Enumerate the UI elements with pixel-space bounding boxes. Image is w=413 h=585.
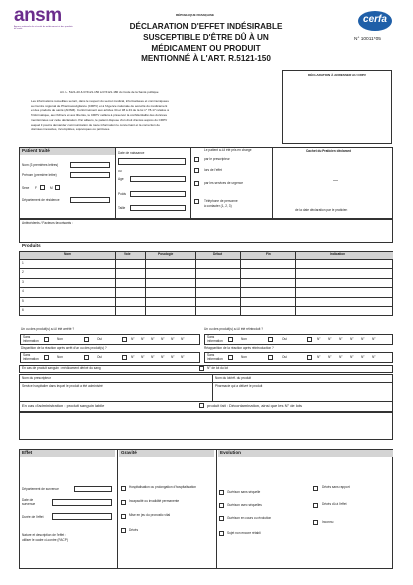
patient-prenom-label: Prénom (première lettre) <box>22 173 57 177</box>
intro-line: l'informatique, aux fichiers et aux libertés, le CRPV veillera à préserver la confidentialité des données <box>31 113 168 118</box>
arret-non-label: Non <box>57 337 63 341</box>
intro-line: et des produits de santé (ANSM). Conformément aux articles 34 et 38 à 43 de la loi n° 78-17 relative à <box>31 108 169 113</box>
produits-row-divider <box>19 306 393 307</box>
form-title-line: DÉCLARATION D'EFFET INDÉSIRABLE <box>129 22 283 31</box>
patient-sexe-label: Sexe <box>22 186 30 190</box>
reapparition-question: Réapparition de la réaction après réintroduction ? <box>204 346 274 350</box>
gravite-title: Gravité <box>121 450 137 455</box>
reappar-oui-label: Oui <box>282 355 287 359</box>
evolution-en-cours-checkbox[interactable] <box>219 516 224 521</box>
evolution-header-bar <box>218 450 393 457</box>
cachet-divider <box>272 147 273 219</box>
dispar-non-label: Non <box>57 355 63 359</box>
reappar-num: N° <box>350 355 354 359</box>
produits-col-fin: Fin <box>266 252 271 256</box>
reintro-num: N° <box>350 337 354 341</box>
crpv-address-title: DÉCLARATION À ADRESSER AU CRPV <box>308 73 366 77</box>
dispar-num: N° <box>171 355 175 359</box>
poids-field[interactable] <box>130 191 186 197</box>
effet-date-label: Date de survenue <box>22 498 36 506</box>
ansm-logo-subtitle: Agence nationale de sécurité du médicament et des produits de santé <box>14 26 73 31</box>
dispar-non-checkbox[interactable] <box>84 355 89 360</box>
patient-departement-label: Département de résidence <box>22 198 60 202</box>
ou-label: ou <box>118 169 122 173</box>
reintro-sans-info: Sans information <box>207 335 223 343</box>
produits-row-number: 4 <box>22 289 24 293</box>
reappar-num: N° <box>317 355 321 359</box>
declarant-checkbox-4[interactable] <box>194 199 199 204</box>
arret-num: N° <box>151 337 155 341</box>
evolution-non-retabli-checkbox[interactable] <box>219 531 224 536</box>
produits-title: Produits <box>22 243 41 248</box>
dispar-oui-label: Oui <box>97 355 102 359</box>
intro-line: données inexactes, incomplètes, équivoques ou périmées. <box>31 127 111 132</box>
dispar-num: N° <box>131 355 135 359</box>
dispar-sans-info-checkbox[interactable] <box>44 355 49 360</box>
reintro-non-label: Non <box>241 337 247 341</box>
cachet-subtitle: de la date déclaration par le praticien <box>295 208 348 212</box>
sexe-f-checkbox[interactable] <box>40 185 45 190</box>
produits-row-number: 6 <box>22 308 24 312</box>
taille-field[interactable] <box>130 205 186 211</box>
produits-col-posologie: Posologie <box>158 252 174 256</box>
service-row-divider <box>19 382 393 383</box>
produit-sanguin-lot-label: N° de lot du lot <box>207 366 228 370</box>
intro-line: Les informations recueillies seront, dans le respect du secret médical, informatisées et communiquées <box>31 99 169 103</box>
form-title-line: MÉDICAMENT OU PRODUIT <box>151 43 261 53</box>
arret-sans-info: Sans information <box>23 335 39 343</box>
declarant-checkbox-2[interactable] <box>194 168 199 173</box>
declarant-option: Téléphone de personne <box>204 199 238 203</box>
produit-sanguin-checkbox[interactable] <box>199 366 204 371</box>
reappar-num: N° <box>339 355 343 359</box>
declarant-checkbox-1[interactable] <box>194 157 199 162</box>
produits-row-divider <box>19 259 393 260</box>
reintro-num: N° <box>317 337 321 341</box>
evolution-sequelles-checkbox[interactable] <box>219 503 224 508</box>
poids-label: Poids <box>118 192 126 196</box>
effet-departement-label: Département de survenue <box>22 487 59 491</box>
effet-title: Effet <box>22 450 33 455</box>
reappar-num: N° <box>361 355 365 359</box>
patient-title: Patient traité <box>22 148 50 153</box>
arret-question: Un ou des produit(s) a-t-il été arrêté ? <box>21 327 75 331</box>
disparition-question: Disparition de la réaction après arrêt d'un ou des produit(s) ? <box>21 346 107 350</box>
reintro-num: N° <box>339 337 343 341</box>
declarant-option: par les services de urgence <box>204 181 243 185</box>
declarant-q1: Le patient a-t-il été pris en charge <box>204 148 252 152</box>
gravite-option: Décès <box>129 528 139 532</box>
declarant-option: par le prescripteur <box>204 157 230 161</box>
reappar-non-checkbox[interactable] <box>268 355 273 360</box>
patient-nom-field[interactable] <box>70 162 110 168</box>
form-title-line: SUSCEPTIBLE D'ÊTRE DÛ À UN <box>143 32 269 42</box>
effet-texte-right: produit fait : Décontamination, ainsi que les N° de lots <box>207 403 302 408</box>
gravite-incapacite-checkbox[interactable] <box>121 500 126 505</box>
gravite-option: Hospitalisation ou prolongation d'hospitalisation <box>129 485 197 489</box>
reintroduction-question: Un ou des produit(s) a-t-il été réintroduit ? <box>204 327 263 331</box>
produits-col-nom: Nom <box>64 252 72 256</box>
reappar-non-label: Non <box>241 355 247 359</box>
reintro-num: N° <box>361 337 365 341</box>
gravite-option: Mise en jeu du pronostic vital <box>129 513 171 517</box>
gravite-pronostic-checkbox[interactable] <box>121 514 126 519</box>
patient-prenom-field[interactable] <box>70 172 110 178</box>
evolution-option: Guérison en cours ou évolution <box>227 516 272 520</box>
reintro-oui-checkbox[interactable] <box>307 337 312 342</box>
arret-num: N° <box>181 337 185 341</box>
arret-num: N° <box>161 337 165 341</box>
date-naissance-label: Date de naissance <box>118 151 145 155</box>
arret-num: N° <box>131 337 135 341</box>
gravite-divider <box>216 449 217 569</box>
reappar-num: N° <box>328 355 332 359</box>
effet-texte-area[interactable] <box>19 412 393 440</box>
cachet-dash: — <box>333 178 338 184</box>
reappar-sans-info: Sans information <box>207 353 223 361</box>
intro-line: au Centre régional de Pharmacovigilance (CRPV) et à l'Agence nationale de sécurité du médicament <box>31 103 168 108</box>
effet-texte-left: En cas d'administration : produit sanguin labile <box>22 403 105 408</box>
antecedents-section[interactable] <box>19 219 393 243</box>
effet-nature-sub: utiliser le cadre ci-contre (FACP) <box>22 538 68 542</box>
reintro-num: N° <box>328 337 332 341</box>
produits-row-number: 2 <box>22 270 24 274</box>
date-naissance-field[interactable] <box>118 158 186 165</box>
effet-departement-field[interactable] <box>74 486 112 492</box>
ansm-logo <box>14 6 74 31</box>
cerfa-number: N° 10011*05 <box>354 37 381 42</box>
patient-sexe-m-label: M <box>50 186 53 190</box>
evolution-option: Guérison avec séquelles <box>227 503 262 507</box>
republique-label: RÉPUBLIQUE FRANÇAISE <box>176 13 215 17</box>
effet-duree-field[interactable] <box>52 513 112 520</box>
form-title-line: MENTIONNÉ À L'ART. R.5121-150 <box>141 54 271 64</box>
evolution-option: Décès dû à l'effet <box>322 502 347 506</box>
produits-row-number: 3 <box>22 280 24 284</box>
effet-divider <box>117 449 118 569</box>
dispar-num: N° <box>141 355 145 359</box>
cerfa-logo-text: cerfa <box>363 14 387 25</box>
crpv-address-box[interactable] <box>282 70 392 144</box>
pharmacie-label: Pharmacie qui a délivré le produit <box>215 384 263 388</box>
prescripteur-nom-label: Nom du prescripteur <box>22 376 51 380</box>
produit-sanguin-label: En cas de produit sanguin : médicament dérivé du sang <box>22 366 101 370</box>
produits-col-debut: Début <box>213 252 223 256</box>
evolution-deces-effet-checkbox[interactable] <box>313 503 318 508</box>
produits-row-divider <box>19 287 393 288</box>
article-reference: Art. L. 5121-20 & R.5121-150 à R.5121-180 du Code de la Santé publique <box>60 90 159 94</box>
effet-header-bar <box>20 450 115 457</box>
evolution-title: Evolution <box>220 450 241 455</box>
arret-num: N° <box>171 337 175 341</box>
reintro-oui-label: Oui <box>282 337 287 341</box>
antecedents-label: Antécédents / Facteurs favorisants : <box>22 221 73 225</box>
reappar-num: N° <box>372 355 376 359</box>
produits-row-number: 1 <box>22 261 24 265</box>
lot-nom-label: Nom du lot/réf. du produit <box>215 376 251 380</box>
reappar-sans-info-checkbox[interactable] <box>228 355 233 360</box>
arret-sans-info-checkbox[interactable] <box>44 337 49 342</box>
dispar-oui-checkbox[interactable] <box>122 355 127 360</box>
evolution-inconnu-checkbox[interactable] <box>313 520 318 525</box>
dispar-sans-info: Sans information <box>23 353 39 361</box>
intro-paragraph <box>31 99 277 132</box>
age-field[interactable] <box>130 176 186 182</box>
form-title <box>80 22 332 65</box>
dispar-num: N° <box>181 355 185 359</box>
evolution-option: Guérison sans séquelle <box>227 490 261 494</box>
declarant-option: à contacter (1, 2, 3) <box>204 204 232 208</box>
evolution-guerison-checkbox[interactable] <box>219 490 224 495</box>
arret-num: N° <box>141 337 145 341</box>
dispar-num: N° <box>161 355 165 359</box>
reintro-non-checkbox[interactable] <box>268 337 273 342</box>
declarant-divider <box>190 147 191 219</box>
produits-col-voie: Voie <box>124 252 131 256</box>
declarant-checkbox-3[interactable] <box>194 181 199 186</box>
intro-line: mentionnées sur cette déclaration. Par ailleurs, le patient dispose d'un droit d'accès auprès du CRPV <box>31 117 168 122</box>
declarant-option: lors de l'effet <box>204 168 222 172</box>
intro-line: auquel il pourra demander communication de toute information le concernant et la correction de <box>31 122 160 127</box>
produits-row-divider <box>19 297 393 298</box>
arret-non-checkbox[interactable] <box>84 337 89 342</box>
gravite-deces-checkbox[interactable] <box>121 528 126 533</box>
reappar-oui-checkbox[interactable] <box>307 355 312 360</box>
evolution-option: Décès sans rapport <box>322 485 350 489</box>
gravite-hospitalisation-checkbox[interactable] <box>121 486 126 491</box>
gravite-option: Incapacité ou invalidité permanente <box>129 499 180 503</box>
patient-divider <box>115 147 116 219</box>
produits-row-divider <box>19 268 393 269</box>
produits-row-divider <box>19 278 393 279</box>
patient-departement-field[interactable] <box>70 197 110 203</box>
cachet-title: Cachet du Praticien déclarant <box>306 149 351 153</box>
taille-label: Taille <box>118 206 126 210</box>
effet-duree-label: Durée de l'effet <box>22 515 44 519</box>
patient-nom-label: Nom (3 premières lettres) <box>22 163 59 167</box>
effet-section <box>19 449 393 569</box>
effet-nature-label: Nature et description de l'effet : <box>22 533 66 537</box>
reintro-sans-info-checkbox[interactable] <box>228 337 233 342</box>
arret-oui-label: Oui <box>97 337 102 341</box>
service-adresse-label: Service hospitalier dans lequel le produit a été administré <box>22 384 103 388</box>
produits-row-number: 5 <box>22 299 24 303</box>
ansm-logo-text: ansm <box>14 5 62 26</box>
evolution-option: Sujet non encore rétabli <box>227 531 261 535</box>
age-label: Age <box>118 177 124 181</box>
cerfa-logo <box>357 10 393 32</box>
sexe-m-checkbox[interactable] <box>55 185 60 190</box>
effet-texte-checkbox[interactable] <box>199 403 204 408</box>
reintro-num: N° <box>372 337 376 341</box>
evolution-deces-sans-rapport-checkbox[interactable] <box>313 486 318 491</box>
dispar-num: N° <box>151 355 155 359</box>
produits-col-indication: Indication <box>330 252 346 256</box>
evolution-option: Inconnu <box>322 520 334 524</box>
effet-date-field[interactable] <box>52 499 112 506</box>
arret-oui-checkbox[interactable] <box>122 337 127 342</box>
patient-sexe-f-label: F <box>35 186 37 190</box>
